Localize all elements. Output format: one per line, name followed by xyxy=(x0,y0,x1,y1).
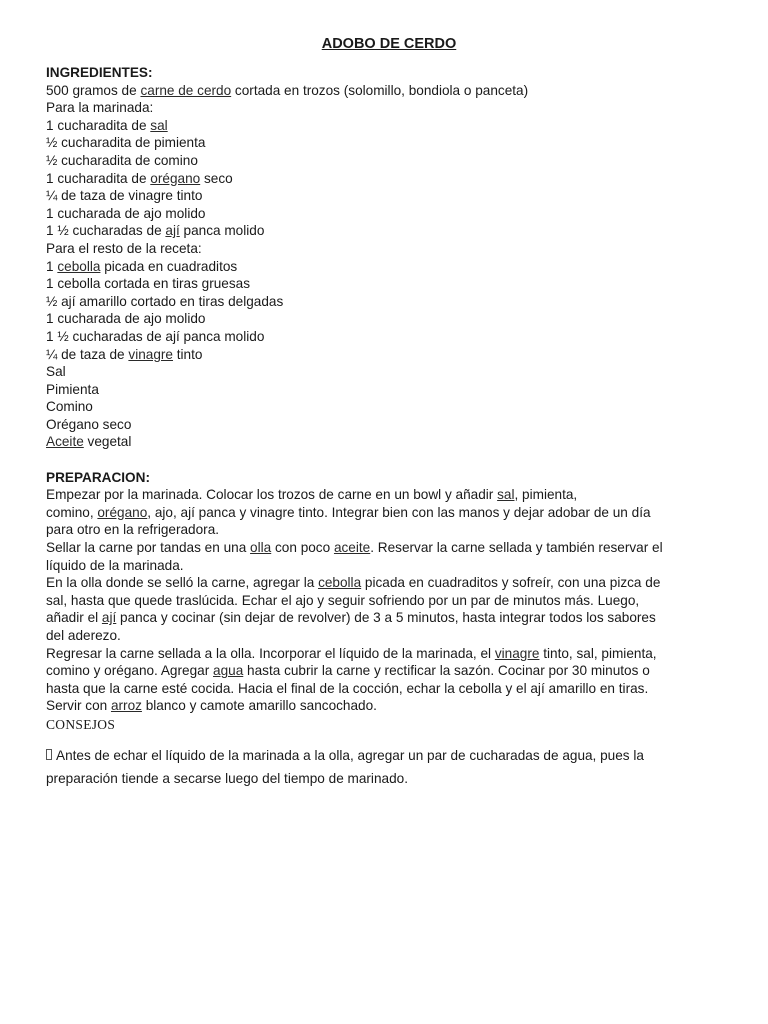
linked-term[interactable]: arroz xyxy=(110,698,142,714)
ingredient-line xyxy=(46,187,706,205)
text-run: tinto, sal, pimienta, xyxy=(539,645,657,661)
text-run: Empezar por la marinada. Colocar los trozos de carne en un bowl y añadir xyxy=(46,487,498,503)
text-run: cortada en trozos (solomillo, bondiola o panceta) xyxy=(231,82,529,98)
ingredient-line xyxy=(46,170,706,188)
text-run: ½ cucharadita de comino xyxy=(46,152,198,168)
ingredient-line xyxy=(46,275,706,293)
ingredient-line xyxy=(46,433,706,451)
linked-term[interactable]: Aceite xyxy=(46,434,84,450)
text-run: Servir con xyxy=(46,698,111,714)
linked-term[interactable]: orégano xyxy=(150,170,201,186)
text-run: 500 gramos de xyxy=(46,82,141,98)
ingredient-line xyxy=(46,416,706,434)
section-spacer xyxy=(46,451,706,469)
preparation-heading: PREPARACION: xyxy=(46,469,150,485)
preparation-text xyxy=(46,486,706,715)
preparation-line xyxy=(46,680,706,698)
preparation-line xyxy=(46,697,706,715)
text-run: picada en cuadraditos y sofreír, con una pizca de xyxy=(361,575,661,591)
ingredient-line xyxy=(46,240,706,258)
preparation-line xyxy=(46,539,706,557)
text-run: 1 cucharada de ajo molido xyxy=(46,205,206,221)
ingredient-line xyxy=(46,117,706,135)
preparation-line xyxy=(46,645,706,663)
text-run: . Reservar la carne sellada y también reservar el xyxy=(370,540,663,556)
text-run: sal, hasta que quede traslúcida. Echar el ajo y seguir sofriendo por un par de minutos más. Luego, xyxy=(46,592,640,608)
preparation-line xyxy=(46,521,706,539)
text-run: añadir el xyxy=(46,610,102,626)
text-run: panca molido xyxy=(179,223,265,239)
linked-term[interactable]: agua xyxy=(213,663,244,679)
text-run: blanco y camote amarillo sancochado. xyxy=(141,698,377,714)
linked-term[interactable]: vinagre xyxy=(494,645,540,661)
ingredient-line xyxy=(46,134,706,152)
ingredient-line xyxy=(46,398,706,416)
linked-term[interactable]: orégano xyxy=(97,504,148,520)
linked-term[interactable]: ají xyxy=(101,610,117,626)
linked-term[interactable]: cebolla xyxy=(57,258,101,274)
text-run: Orégano seco xyxy=(46,416,132,432)
text-run: panca y cocinar (sin dejar de revolver) de 3 a 5 minutos, hasta integrar todos los sabores xyxy=(116,610,656,626)
page-title: ADOBO DE CERDO xyxy=(321,36,457,52)
text-run: hasta cubrir la carne y rectificar la sazón. Cocinar por 30 minutos o xyxy=(243,663,650,679)
ingredients-heading: INGREDIENTES: xyxy=(46,65,153,80)
preparation-line xyxy=(46,504,706,522)
text-run: 1 cebolla cortada en tiras gruesas xyxy=(46,276,251,292)
text-run: con poco xyxy=(271,540,334,556)
text-run: Regresar la carne sellada a la olla. Incorporar el líquido de la marinada, el xyxy=(46,645,495,661)
text-run: para otro en la refrigeradora. xyxy=(46,522,220,538)
tips-list xyxy=(46,744,706,790)
text-run: 1 cucharadita de xyxy=(46,117,151,133)
missing-glyph-bullet-icon xyxy=(46,749,52,760)
preparation-line xyxy=(46,662,706,680)
text-run: 1 cucharadita de xyxy=(46,170,151,186)
ingredient-line xyxy=(46,99,706,117)
text-run: ½ ají amarillo cortado en tiras delgadas xyxy=(46,293,284,309)
linked-term[interactable]: carne de cerdo xyxy=(140,82,232,98)
text-run: 1 cucharada de ajo molido xyxy=(46,311,206,327)
text-run: líquido de la marinada. xyxy=(46,557,184,573)
text-run: comino, xyxy=(46,504,98,520)
text-run: hasta que la carne esté cocida. Hacia el final de la cocción, echar la cebolla y el ají amarillo en tiras. xyxy=(46,680,649,696)
text-run: Pimienta xyxy=(46,381,99,397)
text-run: comino y orégano. Agregar xyxy=(46,663,214,679)
text-run: Comino xyxy=(46,399,93,415)
tip-text: Antes de echar el líquido de la marinada a la olla, agregar un par de cucharadas de agua, pues la preparación tiende a secarse luego del tiempo de marinado. xyxy=(46,747,644,786)
text-run: tinto xyxy=(172,346,203,362)
linked-term[interactable]: sal xyxy=(497,487,515,503)
ingredient-line xyxy=(46,222,706,240)
ingredient-line xyxy=(46,205,706,223)
text-run: , pimienta, xyxy=(514,487,578,503)
text-run: 1 xyxy=(46,258,58,274)
text-run: vegetal xyxy=(83,434,132,450)
preparation-line xyxy=(46,574,706,592)
recipe-document xyxy=(46,34,706,790)
linked-term[interactable]: vinagre xyxy=(128,346,173,362)
preparation-line xyxy=(46,486,706,504)
tip-item xyxy=(46,744,706,790)
tips-heading: CONSEJOS xyxy=(46,716,116,732)
text-run: ¼ de taza de xyxy=(46,346,129,362)
ingredient-line xyxy=(46,346,706,364)
linked-term[interactable]: cebolla xyxy=(318,575,362,591)
text-run: del aderezo. xyxy=(46,628,121,643)
linked-term[interactable]: aceite xyxy=(333,540,371,556)
ingredient-line xyxy=(46,328,706,346)
ingredient-line xyxy=(46,310,706,328)
ingredient-line xyxy=(46,293,706,311)
preparation-line xyxy=(46,592,706,610)
preparation-line xyxy=(46,609,706,627)
ingredient-line xyxy=(46,258,706,276)
preparation-line xyxy=(46,627,706,645)
text-run: ¼ de taza de vinagre tinto xyxy=(46,188,203,204)
ingredient-line xyxy=(46,363,706,381)
text-run: 1 ½ cucharadas de ají panca molido xyxy=(46,328,265,344)
text-run: Para el resto de la receta: xyxy=(46,240,202,256)
text-run: Sellar la carne por tandas en una xyxy=(46,540,251,556)
text-run: Para la marinada: xyxy=(46,100,154,116)
text-run: Sal xyxy=(46,364,66,380)
linked-term[interactable]: olla xyxy=(250,540,272,556)
text-run: ½ cucharadita de pimienta xyxy=(46,135,206,151)
ingredient-line xyxy=(46,82,706,100)
ingredients-list xyxy=(46,82,706,451)
linked-term[interactable]: ají xyxy=(165,223,180,239)
text-run: En la olla donde se selló la carne, agregar la xyxy=(46,575,319,591)
text-run: , ajo, ají panca y vinagre tinto. Integrar bien con las manos y dejar adobar de un día xyxy=(147,504,651,520)
text-run: seco xyxy=(200,170,233,186)
preparation-line xyxy=(46,557,706,575)
linked-term[interactable]: sal xyxy=(150,117,168,133)
text-run: 1 ½ cucharadas de xyxy=(46,223,166,239)
text-run: picada en cuadraditos xyxy=(100,258,238,274)
ingredient-line xyxy=(46,381,706,399)
ingredient-line xyxy=(46,152,706,170)
